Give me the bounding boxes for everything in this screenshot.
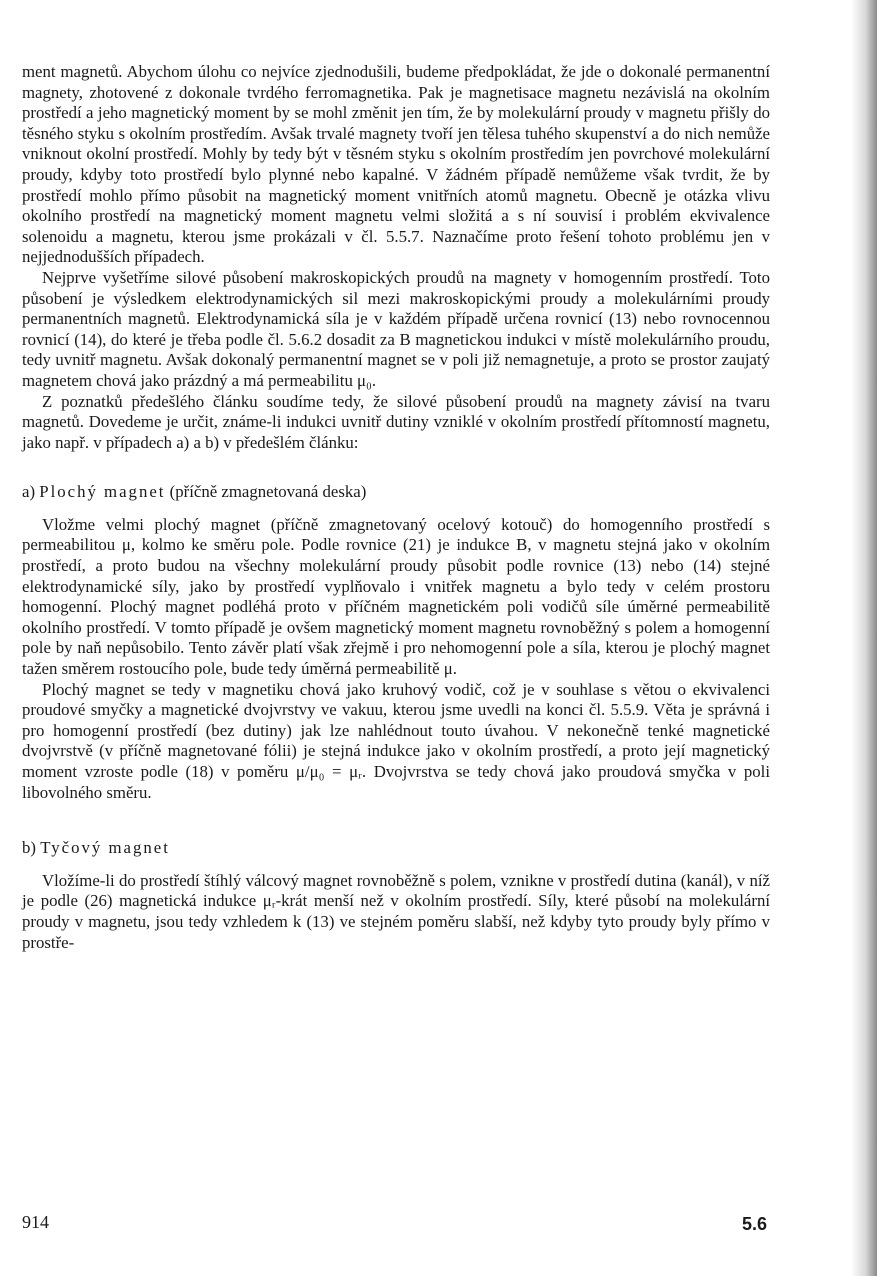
heading-label: b) [22, 838, 36, 858]
heading-note: (příčně zmagnetovaná deska) [169, 482, 367, 502]
paragraph: Z poznatků předešlého článku soudíme tedy, že silové působení proudů na magnety závisí na tvaru magnetů. Dovedeme je určit, známe-li indukci uvnitř dutiny vzniklé v okolním prostředí přítomností magnetu, jako např. v případech a) a b) v předešlém článku: [22, 391, 770, 452]
section-heading-a [22, 482, 770, 503]
paragraph: Plochý magnet se tedy v magnetiku chová jako kruhový vodič, což je v souhlase s větou o ekvivalenci proudové smyčky a magnetické dvojvrstvy ve vakuu, kterou jsme uvedli na konci čl. 5.5.9. Věta je správná i pro homogenní prostředí (bez dutiny) jak lze nahlédnout touto úvahou. V nekonečně tenké magnetické dvojvrstvě (v příčně magnetované fólii) je stejná indukce jako v okolním prostředí, a proto její magnetický moment vzroste podle (18) v poměru μ/μ₀ = μᵣ. Dvojvrstva se tedy chová jako proudová smyčka v poli libovolného směru. [22, 679, 770, 802]
paragraph: Vložíme-li do prostředí štíhlý válcový magnet rovnoběžně s polem, vznikne v prostředí dutina (kanál), v níž je podle (26) magnetická indukce μᵣ-krát menší než v okolním prostředí. Síly, které působí na molekulární proudy v magnetu, jsou tedy vzhledem k (13) ve stejném poměru slabší, než kdyby tyto proudy byly přímo v prostře- [22, 870, 770, 952]
heading-title: Tyčový magnet [40, 838, 170, 858]
book-spine-shadow [851, 0, 877, 1276]
page-footer [22, 1212, 767, 1238]
paragraph: Vložme velmi plochý magnet (příčně zmagnetovaný ocelový kotouč) do homogenního prostředí s permeabilitou μ, kolmo ke směru pole. Podle rovnice (21) je indukce B, v magnetu stejná jako v okolním prostředí, a proto budou na všechny molekulární proudy působit podle rovnice (13) nebo (14) stejné elektrodynamické síly, jako by prostředí vyplňovalo i vnitřek magnetu a bylo tedy v celém prostoru homogenní. Plochý magnet podléhá proto v příčném magnetickém poli vodičů síle úměrné permeabilitě okolního prostředí. V tomto případě je ovšem magnetický moment magnetu rovnoběžný s polem a homogenní pole by naň nepůsobilo. Tento závěr platí však zřejmě i pro nehomogenní pole a síla, kterou je plochý magnet tažen směrem rostoucího pole, bude tedy úměrná permeabilitě μ. [22, 514, 770, 679]
heading-label: a) [22, 482, 36, 502]
paragraph: ment magnetů. Abychom úlohu co nejvíce zjednodušili, budeme předpokládat, že jde o dokonalé permanentní magnety, zhotovené z dokonale tvrdého ferromagnetika. Pak je magnetisace magnetu nezávislá na okolním prostředí a jeho magnetický moment by se mohl změnit jen tím, že by molekulární proudy v magnetu přišly do těsného styku s okolním prostředím. Avšak trvalé magnety tvoří jen tělesa tuhého skupenství a do nich nemůže vniknout okolní prostředí. Mohly by tedy být v těsném styku s okolním prostředím jen povrchové molekulární proudy, kdyby toto prostředí bylo plynné nebo kapalné. V žádném případě nemůžeme však tvrdit, že by prostředí mohlo přímo působit na magnetický moment vnitřních atomů magnetu. Obecně je otázka vlivu okolního prostředí na magnetický moment magnetu velmi složitá a s ní souvisí i problém ekvivalence solenoidu a magnetu, kterou jsme prokázali v čl. 5.5.7. Naznačíme proto řešení tohoto problému jen v nejjednodušších případech. [22, 62, 770, 267]
section-heading-b [22, 838, 770, 859]
heading-title: Plochý magnet [39, 482, 166, 502]
page-body [22, 62, 770, 953]
section-number: 5.6 [741, 1214, 767, 1234]
paragraph: Nejprve vyšetříme silové působení makroskopických proudů na magnety v homogenním prostředí. Toto působení je výsledkem elektrodynamických sil mezi makroskopickými proudy a molekulárními proudy permanentních magnetů. Elektrodynamická síla je v každém případě určena rovnicí (13) nebo rovnocennou rovnicí (14), do které je třeba podle čl. 5.6.2 dosadit za B magnetickou indukci v místě molekulárního proudu, tedy uvnitř magnetu. Avšak dokonalý permanentní magnet se v poli již nemagnetuje, a proto se prostor zaujatý magnetem chová jako prázdný a má permeabilitu μ₀. [22, 267, 770, 390]
page-number: 914 [22, 1212, 49, 1232]
